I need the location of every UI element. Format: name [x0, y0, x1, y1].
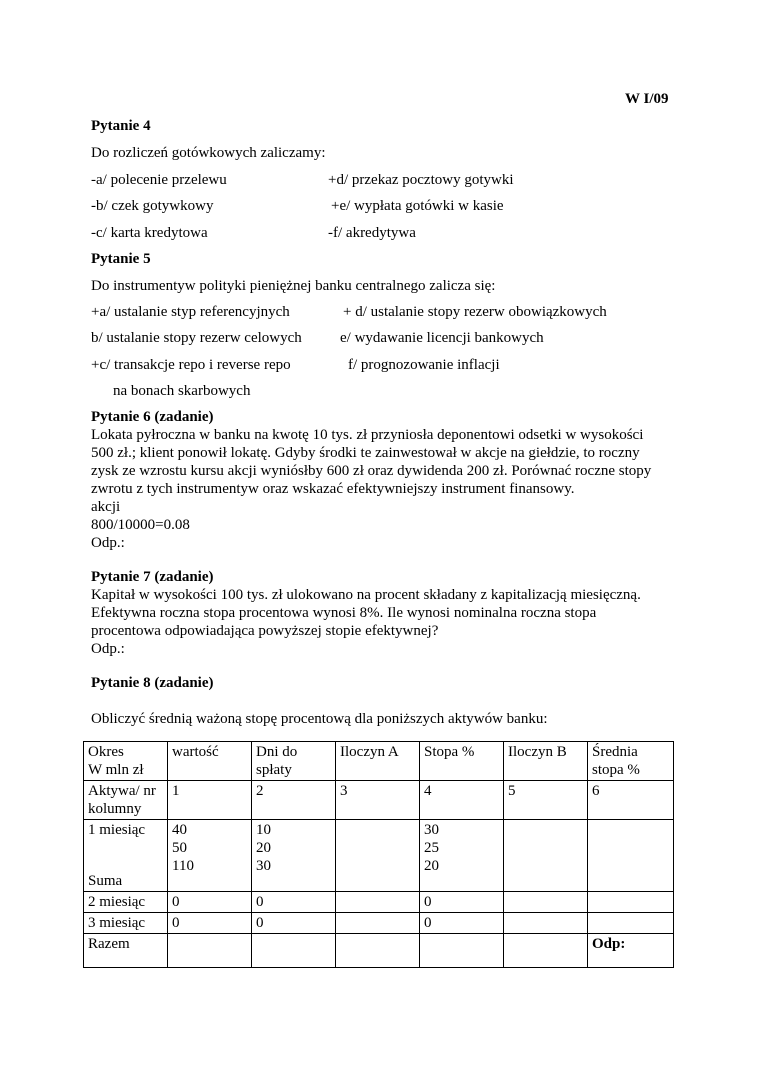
table-cell	[168, 934, 252, 968]
table-cell	[336, 892, 420, 913]
table-cell: 0	[252, 892, 336, 913]
q6-line: Lokata pyłroczna w banku na kwotę 10 tys. zł przyniosła deponentowi odsetki w wysokości	[91, 427, 644, 443]
table-cell: Odp:	[588, 934, 674, 968]
q5-prompt: Do instrumentyw polityki pieniężnej banku centralnego zalicza się:	[91, 278, 496, 294]
table-cell	[84, 820, 168, 892]
q6-line: akcji	[91, 499, 121, 515]
table-cell: 0	[420, 913, 504, 934]
q6-line: 800/10000=0.08	[91, 517, 190, 533]
table-cell	[420, 934, 504, 968]
q8-prompt: Obliczyć średnią ważoną stopę procentową dla poniższych aktywów banku:	[91, 711, 548, 727]
table-header-row	[84, 742, 674, 781]
q7-answer-label: Odp.:	[91, 641, 125, 657]
q4-option-b: -b/ czek gotywkowy	[91, 198, 214, 214]
table-cell	[504, 892, 588, 913]
q6-line: zysk ze wzrostu kursu akcji wyniósłby 600 zł oraz dywidenda 200 zł. Porównać roczne stopy	[91, 463, 652, 479]
header-cell: Iloczyn B	[504, 742, 588, 781]
table-cell: 3	[336, 781, 420, 820]
document-code: W I/09	[625, 91, 669, 107]
q7-line: Kapitał w wysokości 100 tys. zł ulokowano na procent składany z kapitalizacją miesięczną.	[91, 587, 641, 603]
table-row	[84, 913, 674, 934]
q7-title: Pytanie 7 (zadanie)	[91, 569, 214, 585]
header-cell: wartość	[168, 742, 252, 781]
q5-option-f: f/ prognozowanie inflacji	[348, 357, 500, 373]
q6-line: zwrotu z tych instrumentyw oraz wskazać efektywniejszy instrument finansowy.	[91, 481, 575, 497]
q6-answer-label: Odp.:	[91, 535, 125, 551]
table-cell: 2	[252, 781, 336, 820]
table-cell	[504, 934, 588, 968]
table-cell: 6	[588, 781, 674, 820]
header-cell: Stopa %	[420, 742, 504, 781]
table-cell: 0	[168, 892, 252, 913]
table-cell	[588, 913, 674, 934]
header-cell: Iloczyn A	[336, 742, 420, 781]
header-cell: Dni do spłaty	[252, 742, 336, 781]
table-cell	[336, 913, 420, 934]
table-cell: 5	[504, 781, 588, 820]
q4-option-f: -f/ akredytywa	[328, 225, 416, 241]
q4-option-d: +d/ przekaz pocztowy gotywki	[328, 172, 514, 188]
q5-option-b: b/ ustalanie stopy rezerw celowych	[91, 330, 302, 346]
month1-label: 1 miesiąc	[88, 822, 146, 838]
table-total-row	[84, 934, 674, 968]
table-cell: 10 20 30	[252, 820, 336, 892]
table-cell: Razem	[84, 934, 168, 968]
table-cell: 2 miesiąc	[84, 892, 168, 913]
q5-option-d: + d/ ustalanie stopy rezerw obowiązkowych	[343, 304, 607, 320]
table-row	[84, 892, 674, 913]
table-cell: 4	[420, 781, 504, 820]
table-cell: 1	[168, 781, 252, 820]
table-cell: 3 miesiąc	[84, 913, 168, 934]
table-cell	[588, 820, 674, 892]
table-row	[84, 820, 674, 892]
header-cell: Okres W mln zł	[84, 742, 168, 781]
header-cell: Średnia stopa %	[588, 742, 674, 781]
q8-title: Pytanie 8 (zadanie)	[91, 675, 214, 691]
table-cell: 0	[420, 892, 504, 913]
table-cell: 30 25 20	[420, 820, 504, 892]
q6-title: Pytanie 6 (zadanie)	[91, 409, 214, 425]
table-cell	[336, 820, 420, 892]
table-cell	[588, 892, 674, 913]
q6-line: 500 zł.; klient ponowił lokatę. Gdyby środki te zainwestował w akcje na giełdzie, to roczny	[91, 445, 640, 461]
table-cell: 0	[252, 913, 336, 934]
suma-label: Suma	[88, 873, 123, 889]
table-cell: 40 50 110	[168, 820, 252, 892]
table-cell: 0	[168, 913, 252, 934]
table-cell	[504, 913, 588, 934]
q4-option-a: -a/ polecenie przelewu	[91, 172, 227, 188]
q5-option-a: +a/ ustalanie styp referencyjnych	[91, 304, 290, 320]
table-cell	[504, 820, 588, 892]
q7-line: Efektywna roczna stopa procentowa wynosi 8%. Ile wynosi nominalna roczna stopa	[91, 605, 597, 621]
q5-option-c: +c/ transakcje repo i reverse repo	[91, 357, 291, 373]
q5-option-e: e/ wydawanie licencji bankowych	[340, 330, 544, 346]
q7-line: procentowa odpowiadająca powyższej stopie efektywnej?	[91, 623, 439, 639]
q4-option-c: -c/ karta kredytowa	[91, 225, 208, 241]
q4-prompt: Do rozliczeń gotówkowych zaliczamy:	[91, 145, 326, 161]
assets-table	[83, 741, 674, 968]
table-cell	[336, 934, 420, 968]
q4-option-e: +e/ wypłata gotówki w kasie	[331, 198, 504, 214]
q5-title: Pytanie 5	[91, 251, 151, 267]
q5-option-c-continued: na bonach skarbowych	[113, 383, 251, 399]
q4-title: Pytanie 4	[91, 118, 151, 134]
table-row	[84, 781, 674, 820]
table-cell: Aktywa/ nr kolumny	[84, 781, 168, 820]
table-cell	[252, 934, 336, 968]
